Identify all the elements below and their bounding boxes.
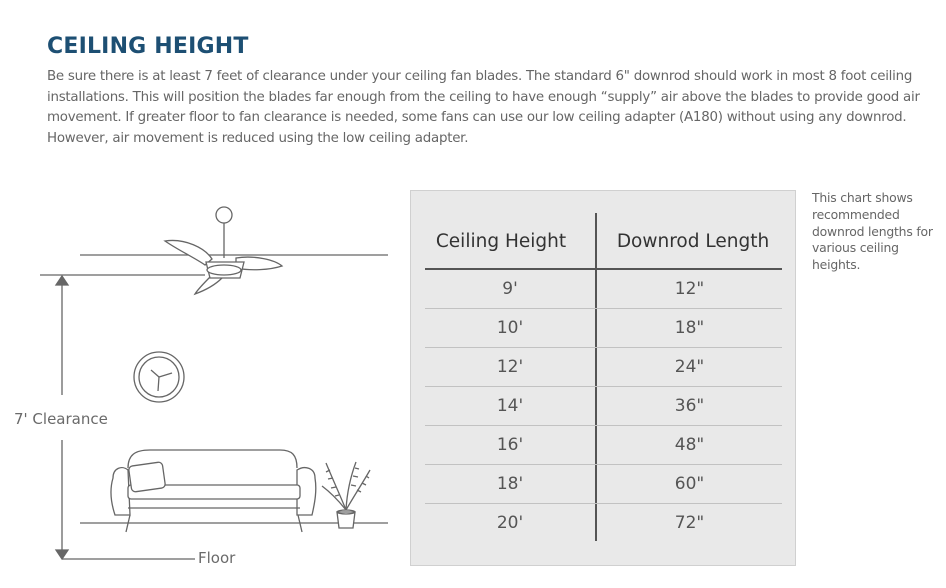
chart-note: This chart shows recommended downrod lengths for various ceiling heights.	[812, 190, 933, 273]
cell-ceiling-height: 9'	[502, 279, 518, 299]
wall-clock-icon	[134, 352, 184, 402]
downrod-table	[410, 190, 796, 566]
table-row	[425, 504, 782, 543]
cell-ceiling-height: 16'	[496, 435, 524, 455]
cell-downrod-length: 72"	[674, 513, 705, 533]
cell-ceiling-height: 12'	[496, 357, 524, 377]
table-row	[425, 309, 782, 348]
header-ceiling-height: Ceiling Height	[435, 231, 567, 252]
cell-downrod-length: 36"	[674, 396, 705, 416]
cell-ceiling-height: 10'	[496, 318, 524, 338]
table-row	[425, 348, 782, 387]
cell-ceiling-height: 18'	[496, 474, 524, 494]
sofa-icon	[111, 450, 316, 532]
clearance-label: 7' Clearance	[14, 410, 108, 428]
table-row	[425, 270, 782, 309]
table-row	[425, 387, 782, 426]
potted-plant-icon	[322, 462, 370, 528]
cell-ceiling-height: 14'	[496, 396, 524, 416]
page-title: CEILING HEIGHT	[47, 34, 249, 59]
cell-ceiling-height: 20'	[496, 513, 524, 533]
cell-downrod-length: 12"	[674, 279, 705, 299]
ceiling-fan-icon	[165, 207, 282, 294]
cell-downrod-length: 60"	[674, 474, 705, 494]
table-row	[425, 426, 782, 465]
cell-downrod-length: 24"	[674, 357, 705, 377]
room-illustration	[0, 195, 400, 580]
intro-paragraph: Be sure there is at least 7 feet of clearance under your ceiling fan blades. The standard 6" downrod should work in most 8 foot ceiling installations. This will position the blades far enough from the ceiling to have enough “supply” air above the blades to provide good air movement. If greater floor to fan clearance is needed, some fans can use our low ceiling adapter (A180) without using any downrod. However, air movement is reduced using the low ceiling adapter.	[47, 69, 920, 146]
cell-downrod-length: 48"	[674, 435, 705, 455]
floor-label: Floor	[198, 549, 236, 567]
header-downrod-length: Downrod Length	[616, 231, 770, 252]
table-row	[425, 465, 782, 504]
cell-downrod-length: 18"	[674, 318, 705, 338]
